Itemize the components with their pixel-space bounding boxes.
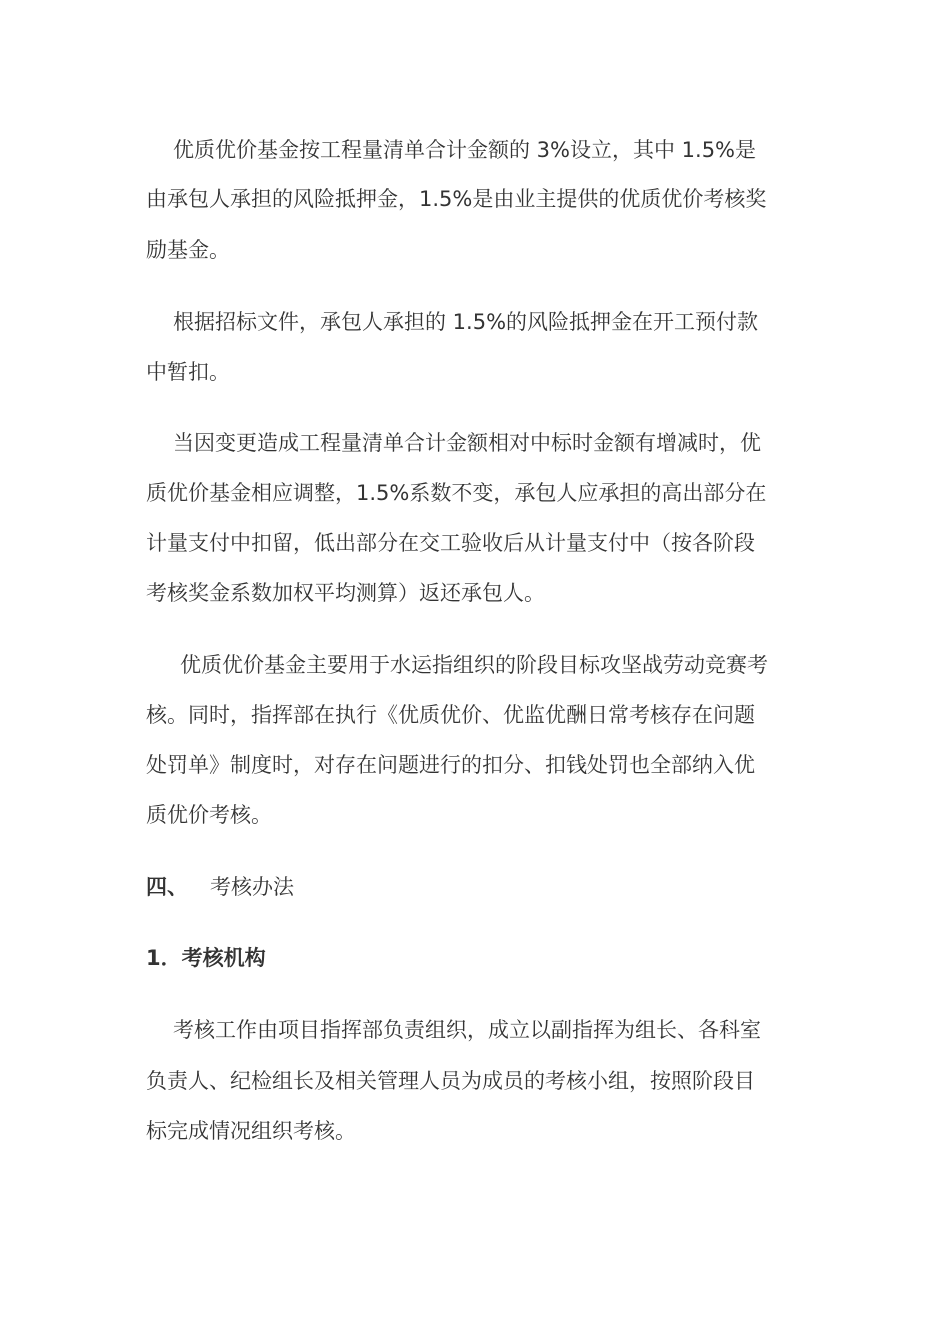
final-paragraph-line-3: 标完成情况组织考核。 [146, 1119, 356, 1143]
paragraph-2-line-1: 根据招标文件，承包人承担的 1.5%的风险抵押金在开工预付款 [173, 310, 759, 334]
final-paragraph-line-2: 负责人、纪检组长及相关管理人员为成员的考核小组，按照阶段目 [146, 1069, 755, 1093]
paragraph-4-line-3: 处罚单》制度时，对存在问题进行的扣分、扣钱处罚也全部纳入优 [146, 753, 755, 777]
paragraph-3-line-4: 考核奖金系数加权平均测算）返还承包人。 [146, 581, 545, 605]
paragraph-3-line-1: 当因变更造成工程量清单合计金额相对中标时金额有增减时，优 [173, 431, 761, 455]
section-heading-number: 四、 [146, 875, 188, 899]
paragraph-3-line-2: 质优价基金相应调整，1.5%系数不变，承包人应承担的高出部分在 [146, 481, 767, 505]
paragraph-1-line-2: 由承包人承担的风险抵押金，1.5%是由业主提供的优质优价考核奖 [146, 187, 767, 211]
section-heading-title: 考核办法 [210, 875, 294, 899]
paragraph-1-line-1: 优质优价基金按工程量清单合计金额的 3%设立，其中 1.5%是 [173, 138, 757, 162]
paragraph-4-line-1: 优质优价基金主要用于水运指组织的阶段目标攻坚战劳动竞赛考 [180, 653, 768, 677]
paragraph-4-line-4: 质优价考核。 [146, 803, 272, 827]
paragraph-1-line-3: 励基金。 [146, 238, 230, 262]
subsection-heading: 1．考核机构 [146, 946, 266, 970]
paragraph-3-line-3: 计量支付中扣留，低出部分在交工验收后从计量支付中（按各阶段 [146, 531, 755, 555]
paragraph-2-line-2: 中暂扣。 [146, 360, 230, 384]
final-paragraph-line-1: 考核工作由项目指挥部负责组织，成立以副指挥为组长、各科室 [173, 1018, 761, 1042]
paragraph-4-line-2: 核。同时，指挥部在执行《优质优价、优监优酬日常考核存在问题 [146, 703, 755, 727]
